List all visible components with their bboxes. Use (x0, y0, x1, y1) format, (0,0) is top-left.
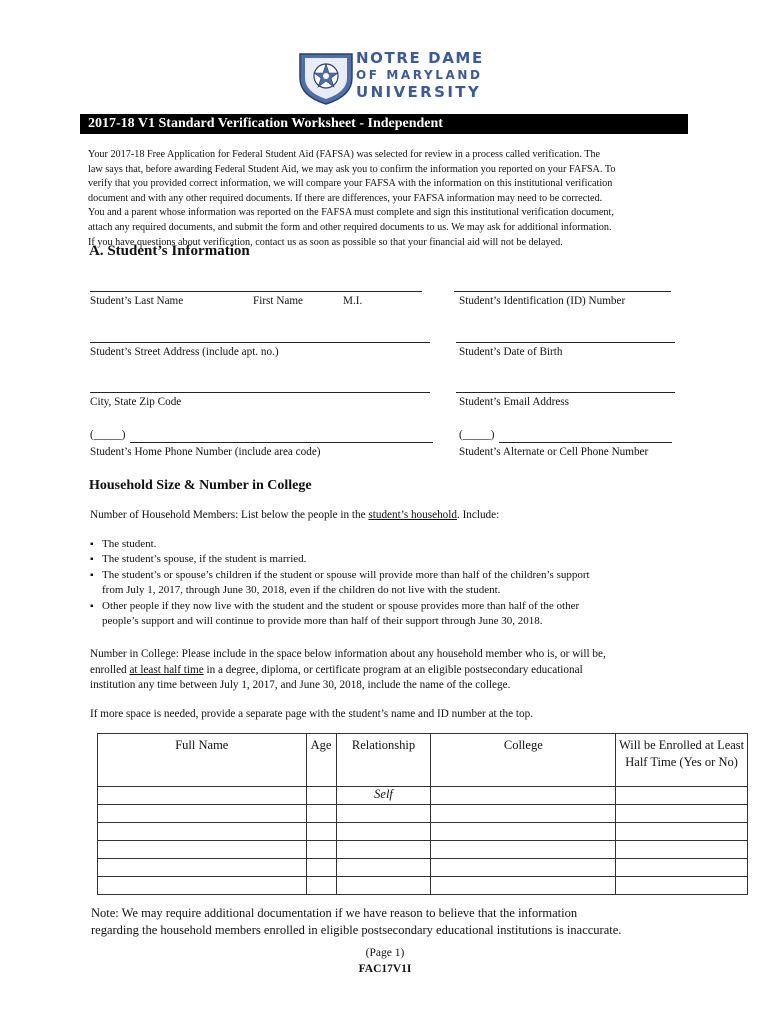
street-entry-line[interactable] (90, 342, 430, 343)
worksheet-title: 2017-18 V1 Standard Verification Worksheet - Independent (80, 114, 688, 134)
table-cell[interactable] (616, 859, 748, 877)
table-cell[interactable] (431, 805, 616, 823)
mi-label: M.I. (343, 295, 363, 307)
table-cell[interactable] (616, 877, 748, 895)
table-cell[interactable] (98, 877, 307, 895)
university-shield-logo (296, 48, 356, 106)
number-in-college-text: Number in College: Please include in the space below information about any household member who is, or will be, enrolled at least half time in a degree, diploma, or certificate program at an eligible postsecondary educational institution any time between July 1, 2017, and June 30, 2018, include the name of the college. (90, 648, 606, 691)
table-cell[interactable] (306, 841, 336, 859)
members-prefix: Number of Household Members: List below the people in the (90, 509, 369, 521)
intro-line: document and with any other required documents. If there are differences, your FAFSA information may need to be corrected. (88, 192, 603, 204)
header-enrolled: Will be Enrolled at Least Half Time (Yes or No) (616, 734, 748, 787)
home-area-code: (_____) (90, 429, 126, 441)
intro-line: If you have questions about verification, contact us as soon as possible so that your financial aid will not be delayed. (88, 236, 563, 248)
id-number-label: Student’s Identification (ID) Number (459, 295, 626, 307)
table-cell[interactable] (431, 841, 616, 859)
table-cell[interactable] (336, 841, 431, 859)
table-cell[interactable] (336, 859, 431, 877)
table-row (98, 859, 748, 877)
note-text: Note: We may require additional documentation if we have reason to believe that the information regarding the household members enrolled in eligible postsecondary educational institutions is inaccurate. (91, 906, 622, 937)
id-entry-line[interactable] (454, 291, 671, 292)
members-suffix: . Include: (456, 509, 500, 521)
household-members-text (90, 508, 499, 524)
cell-area-code: (_____) (459, 429, 495, 441)
table-cell[interactable] (616, 841, 748, 859)
intro-line: law says that, before awarding Federal Student Aid, we may ask you to confirm the information you reported on your FAFSA. To (88, 163, 616, 175)
list-item: ▪ Other people if they now live with the student and the student or spouse provides more than half of the other people’s support and will continue to provide more than half of their support through June 30, 2018. (90, 599, 590, 630)
header-age: Age (306, 734, 336, 787)
table-cell[interactable] (616, 787, 748, 805)
table-cell[interactable] (98, 823, 307, 841)
cell-phone-entry-line[interactable] (499, 442, 672, 443)
logo-line-1: NOTRE DAME (356, 49, 484, 67)
header-relationship: Relationship (336, 734, 431, 787)
city-label: City, State Zip Code (90, 396, 182, 408)
intro-line: You and a parent whose information was reported on the FAFSA must complete and sign this institutional verification document, (88, 207, 614, 219)
name-entry-line[interactable] (90, 291, 422, 292)
more-space-text: If more space is needed, provide a separate page with the student’s name and ID number at the top. (90, 708, 533, 720)
table-cell[interactable] (306, 877, 336, 895)
cell-phone-label: Student’s Alternate or Cell Phone Number (459, 446, 649, 458)
household-bullet-list (90, 537, 590, 629)
form-code: FAC17V1I (358, 963, 412, 975)
table-cell (336, 787, 431, 805)
table-row (98, 787, 748, 805)
table-cell[interactable] (98, 859, 307, 877)
table-cell[interactable] (306, 859, 336, 877)
table-cell[interactable] (306, 805, 336, 823)
list-item: ▪ The student’s spouse, if the student is married. (90, 552, 590, 567)
dob-entry-line[interactable] (456, 342, 675, 343)
table-row (98, 841, 748, 859)
table-cell[interactable] (306, 823, 336, 841)
table-cell[interactable] (98, 805, 307, 823)
first-name-label: First Name (253, 295, 304, 307)
table-header-row (98, 734, 748, 787)
last-name-label: Student’s Last Name (90, 295, 184, 307)
table-row (98, 877, 748, 895)
intro-line: verify that you provided correct information, we will compare your FAFSA with the information on this institutional verification (88, 178, 613, 190)
table-cell[interactable] (336, 877, 431, 895)
half-time-underline: at least half time (129, 663, 204, 676)
table-cell[interactable] (616, 823, 748, 841)
page-number: (Page 1) (365, 947, 405, 959)
household-heading: Household Size & Number in College (89, 478, 312, 493)
table-cell[interactable] (336, 823, 431, 841)
table-cell[interactable] (98, 841, 307, 859)
section-a-heading: A. Student’s Information (89, 243, 250, 259)
header-college: College (431, 734, 616, 787)
intro-paragraph (88, 148, 688, 250)
table-cell[interactable] (431, 823, 616, 841)
table-cell[interactable] (336, 805, 431, 823)
table-cell[interactable] (98, 787, 307, 805)
logo-line-3: UNIVERSITY (356, 83, 482, 101)
list-item: ▪ The student’s or spouse’s children if the student or spouse will provide more than half of the children’s support from July 1, 2017, through June 30, 2018, even if the children do not live with the student. (90, 568, 590, 599)
home-phone-entry-line[interactable] (130, 442, 433, 443)
table-row (98, 823, 748, 841)
table-row (98, 805, 748, 823)
table-cell[interactable] (306, 787, 336, 805)
intro-line: attach any required documents, and submit the form and other required documents to us. We may ask for additional information. (88, 221, 612, 233)
students-household-underline: student’s household (368, 509, 457, 521)
dob-label: Student’s Date of Birth (459, 346, 563, 358)
table-cell[interactable] (431, 787, 616, 805)
home-phone-label: Student’s Home Phone Number (include area code) (90, 446, 321, 458)
street-label: Student’s Street Address (include apt. no.) (90, 346, 279, 358)
self-relationship: Self (374, 787, 393, 801)
email-label: Student’s Email Address (459, 396, 570, 408)
household-table (97, 733, 748, 895)
city-entry-line[interactable] (90, 392, 430, 393)
list-item: ▪ The student. (90, 537, 590, 552)
logo-line-2: OF MARYLAND (356, 68, 483, 82)
table-cell[interactable] (431, 859, 616, 877)
email-entry-line[interactable] (456, 392, 675, 393)
logo-wordmark (356, 50, 484, 101)
table-cell[interactable] (431, 877, 616, 895)
table-cell[interactable] (616, 805, 748, 823)
header-full-name: Full Name (98, 734, 307, 787)
intro-line: Your 2017-18 Free Application for Federal Student Aid (FAFSA) was selected for review in a process called verification. The (88, 149, 601, 160)
